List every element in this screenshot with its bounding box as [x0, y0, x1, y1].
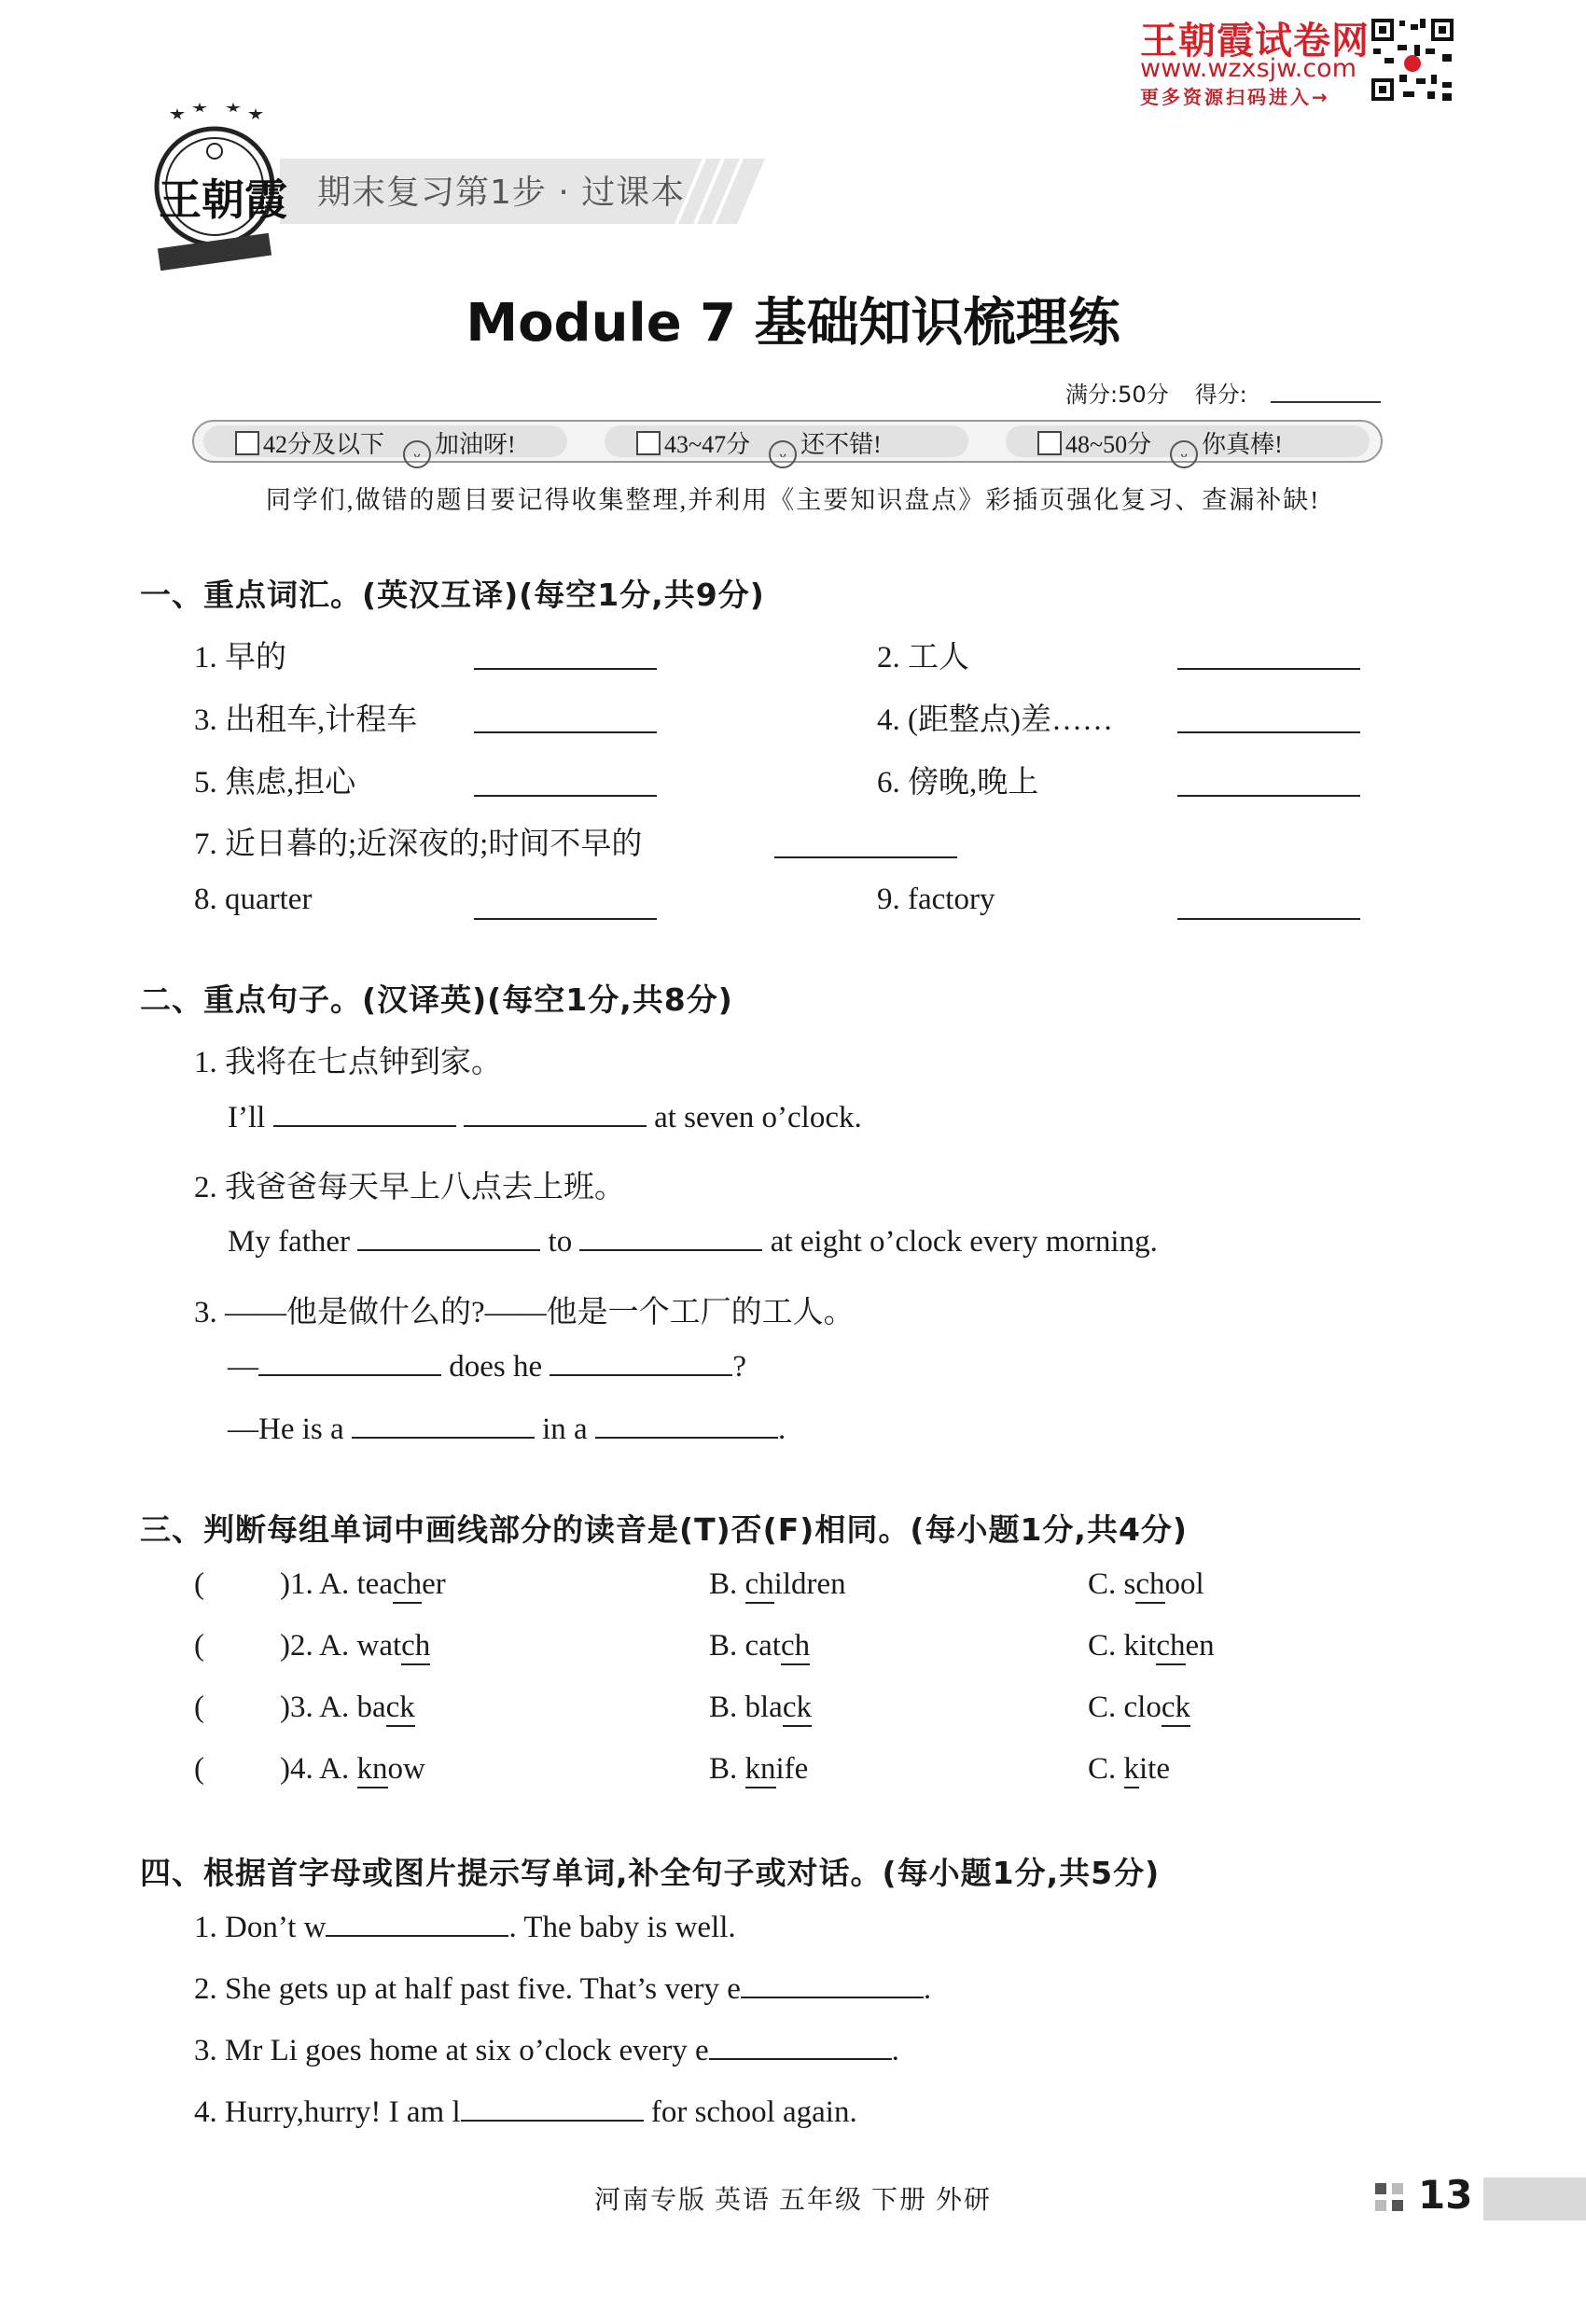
- checkbox-icon[interactable]: [636, 431, 661, 455]
- rating-tier-1[interactable]: 42分及以下 ᴗ 加油呀!: [235, 425, 516, 468]
- footer-edition: 河南专版 英语 五年级 下册 外研: [593, 2186, 992, 2215]
- vocab-item-1: 1. 早的: [194, 641, 286, 675]
- phonics-row-4-option-a: )4. A. know: [280, 1752, 425, 1787]
- rating-tier-3[interactable]: 48~50分 ᴗ 你真棒!: [1037, 425, 1283, 468]
- vocab-item-6: 6. 傍晚,晚上: [877, 766, 1039, 800]
- section-3-heading: 三、判断每组单词中画线部分的读音是(T)否(F)相同。(每小题1分,共4分): [140, 1511, 1189, 1548]
- vocab-item-3: 3. 出租车,计程车: [194, 703, 418, 737]
- decor-square: [1392, 2183, 1403, 2194]
- phonics-row-4-paren[interactable]: (: [194, 1752, 204, 1786]
- sentence-2-prompt: 2. 我爸爸每天早上八点去上班。: [194, 1171, 625, 1204]
- phonics-row-3-option-c: C. clock: [1088, 1691, 1190, 1725]
- vocab-blank-2[interactable]: [1177, 668, 1360, 670]
- vocab-blank-4[interactable]: [1177, 731, 1360, 733]
- answer-blank[interactable]: [595, 1436, 778, 1439]
- sentence-1-answer: I’ll at seven o’clock.: [228, 1101, 862, 1134]
- phonics-row-2-option-b: B. catch: [709, 1629, 810, 1663]
- answer-blank[interactable]: [461, 2119, 644, 2122]
- page-title: Module 7 基础知识梳理练: [466, 293, 1120, 354]
- phonics-row-3-option-a: )3. A. back: [280, 1691, 415, 1725]
- answer-blank[interactable]: [352, 1436, 535, 1439]
- decor-square: [1375, 2183, 1386, 2194]
- answer-blank[interactable]: [258, 1373, 441, 1376]
- section-4-heading: 四、根据首字母或图片提示写单词,补全句子或对话。(每小题1分,共5分): [140, 1855, 1161, 1891]
- vocab-item-7: 7. 近日暮的;近深夜的;时间不早的: [194, 828, 643, 861]
- watermark-url[interactable]: www.wzxsjw.com: [1140, 54, 1357, 83]
- fill-item-2: 2. She gets up at half past five. That’s very e .: [194, 1972, 932, 2006]
- phonics-row-3-paren[interactable]: (: [194, 1691, 204, 1724]
- score-blank[interactable]: [1271, 401, 1381, 403]
- answer-blank[interactable]: [464, 1124, 647, 1127]
- instruction-note: 同学们,做错的题目要记得收集整理,并利用《主要知识盘点》彩插页强化复习、查漏补缺!: [265, 486, 1321, 514]
- vocab-blank-1[interactable]: [474, 668, 657, 670]
- vocab-item-9: 9. factory: [877, 883, 995, 916]
- answer-blank[interactable]: [273, 1124, 456, 1127]
- smile-face-icon: ᴗ: [769, 440, 797, 468]
- vocab-blank-7[interactable]: [774, 856, 957, 858]
- watermark-brand: 王朝霞试卷网: [1140, 20, 1370, 63]
- sentence-3-answer-a: — does he ?: [228, 1350, 747, 1384]
- decor-square: [1392, 2200, 1403, 2211]
- phonics-row-4-option-b: B. knife: [709, 1752, 808, 1787]
- phonics-row-2-option-c: C. kitchen: [1088, 1629, 1215, 1663]
- page-number: 13: [1418, 2172, 1473, 2218]
- fill-item-1: 1. Don’t w . The baby is well.: [194, 1911, 736, 1944]
- answer-blank[interactable]: [357, 1248, 540, 1251]
- phonics-row-1-option-a: )1. A. teacher: [280, 1567, 446, 1602]
- score-full: 满分:50分 得分:: [1065, 382, 1247, 408]
- vocab-blank-9[interactable]: [1177, 918, 1360, 920]
- sentence-2-answer: My father to at eight o’clock every morning.: [228, 1225, 1158, 1259]
- phonics-row-4-option-c: C. kite: [1088, 1752, 1170, 1787]
- phonics-row-1-option-c: C. school: [1088, 1567, 1204, 1602]
- sentence-3-answer-b: —He is a in a .: [228, 1412, 786, 1446]
- phonics-row-2-option-a: )2. A. watch: [280, 1629, 430, 1663]
- phonics-row-1-paren[interactable]: (: [194, 1567, 204, 1601]
- cheer-face-icon: ᴗ: [403, 440, 431, 468]
- happy-face-icon: ᴗ: [1170, 440, 1198, 468]
- checkbox-icon[interactable]: [1037, 431, 1062, 455]
- vocab-blank-5[interactable]: [474, 795, 657, 797]
- answer-blank[interactable]: [709, 2057, 892, 2060]
- vocab-item-4: 4. (距整点)差……: [877, 703, 1113, 737]
- sentence-1-prompt: 1. 我将在七点钟到家。: [194, 1046, 502, 1079]
- answer-blank[interactable]: [741, 1996, 924, 1998]
- vocab-blank-6[interactable]: [1177, 795, 1360, 797]
- decor-square: [1375, 2200, 1386, 2211]
- fill-item-3: 3. Mr Li goes home at six o’clock every e .: [194, 2034, 899, 2067]
- vocab-item-8: 8. quarter: [194, 883, 313, 916]
- logo-text: 王朝霞: [159, 174, 287, 225]
- phonics-row-1-option-b: B. children: [709, 1567, 846, 1602]
- sentence-3-prompt: 3. ——他是做什么的?——他是一个工厂的工人。: [194, 1296, 855, 1329]
- section-2-heading: 二、重点句子。(汉译英)(每空1分,共8分): [140, 981, 733, 1018]
- rating-tier-2[interactable]: 43~47分 ᴗ 还不错!: [636, 425, 882, 468]
- phonics-row-3-option-b: B. black: [709, 1691, 812, 1725]
- vocab-blank-8[interactable]: [474, 918, 657, 920]
- vocab-blank-3[interactable]: [474, 731, 657, 733]
- answer-blank[interactable]: [579, 1248, 762, 1251]
- checkbox-icon[interactable]: [235, 431, 259, 455]
- fill-item-4: 4. Hurry,hurry! I am l for school again.: [194, 2095, 857, 2129]
- page-number-bar: [1483, 2178, 1586, 2220]
- banner-title: 期末复习第1步 · 过课本: [317, 174, 686, 212]
- section-1-heading: 一、重点词汇。(英汉互译)(每空1分,共9分): [140, 577, 765, 613]
- phonics-row-2-paren[interactable]: (: [194, 1629, 204, 1663]
- answer-blank[interactable]: [550, 1373, 732, 1376]
- watermark-scan-hint: 更多资源扫码进入→: [1140, 86, 1330, 108]
- vocab-item-2: 2. 工人: [877, 641, 969, 675]
- vocab-item-5: 5. 焦虑,担心: [194, 766, 356, 800]
- answer-blank[interactable]: [326, 1934, 508, 1937]
- qr-code-icon[interactable]: [1370, 17, 1455, 103]
